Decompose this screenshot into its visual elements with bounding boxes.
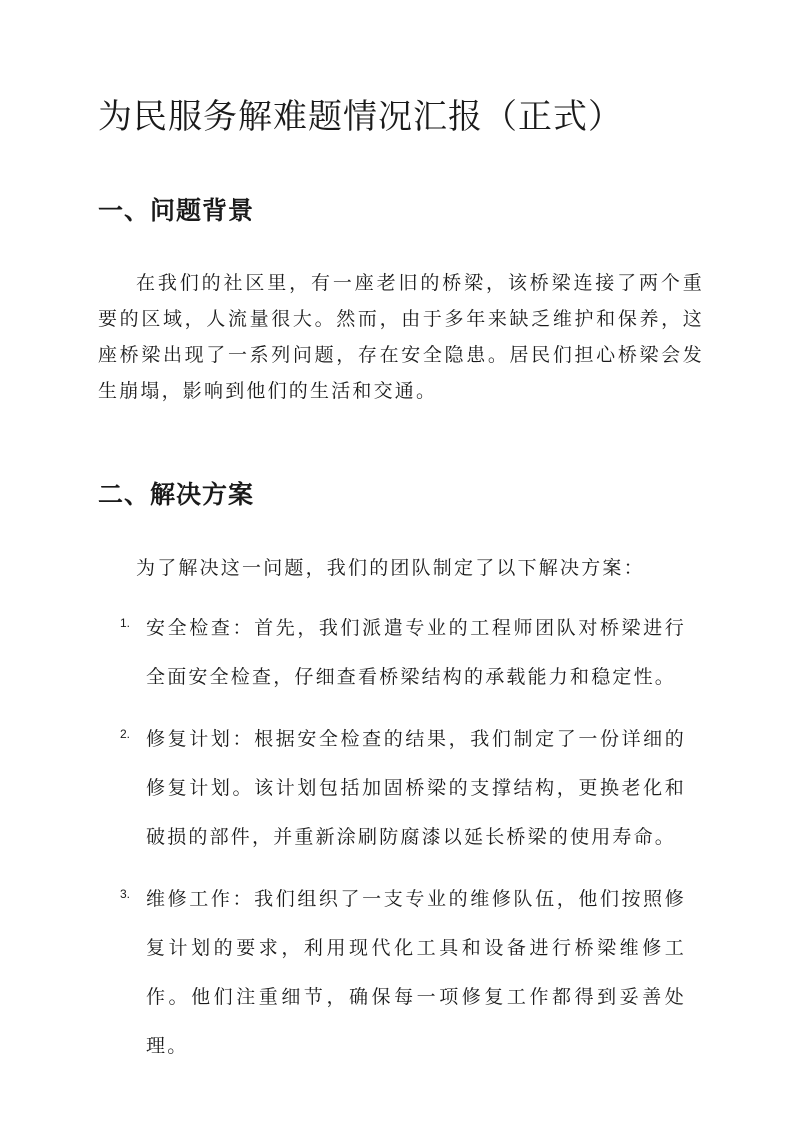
section-heading-background: 一、问题背景 bbox=[98, 196, 255, 225]
list-item bbox=[120, 604, 710, 702]
list-item-number: 3. bbox=[120, 887, 131, 901]
list-item bbox=[120, 875, 710, 1071]
list-item-text: 安全检查：首先，我们派遣专业的工程师团队对桥梁进行全面安全检查，仔细查看桥梁结构的承载能力和稳定性。 bbox=[146, 617, 686, 688]
solution-intro-paragraph: 为了解决这一问题，我们的团队制定了以下解决方案： bbox=[136, 557, 645, 579]
list-item-number: 1. bbox=[120, 616, 131, 630]
list-item bbox=[120, 715, 710, 862]
list-item-text: 修复计划：根据安全检查的结果，我们制定了一份详细的修复计划。该计划包括加固桥梁的支撑结构，更换老化和破损的部件，并重新涂刷防腐漆以延长桥梁的使用寿命。 bbox=[146, 728, 686, 848]
list-item-text: 维修工作：我们组织了一支专业的维修队伍，他们按照修复计划的要求，利用现代化工具和设备进行桥梁维修工作。他们注重细节，确保每一项修复工作都得到妥善处理。 bbox=[146, 888, 686, 1057]
document-title: 为民服务解难题情况汇报（正式） bbox=[98, 97, 623, 137]
list-item-number: 2. bbox=[120, 727, 131, 741]
background-paragraph: 在我们的社区里，有一座老旧的桥梁，该桥梁连接了两个重要的区域，人流量很大。然而，由于多年来缺乏维护和保养，这座桥梁出现了一系列问题，存在安全隐患。居民们担心桥梁会发生崩塌，影响到他们的生活和交通。 bbox=[98, 272, 704, 402]
section-heading-solution: 二、解决方案 bbox=[98, 480, 255, 509]
